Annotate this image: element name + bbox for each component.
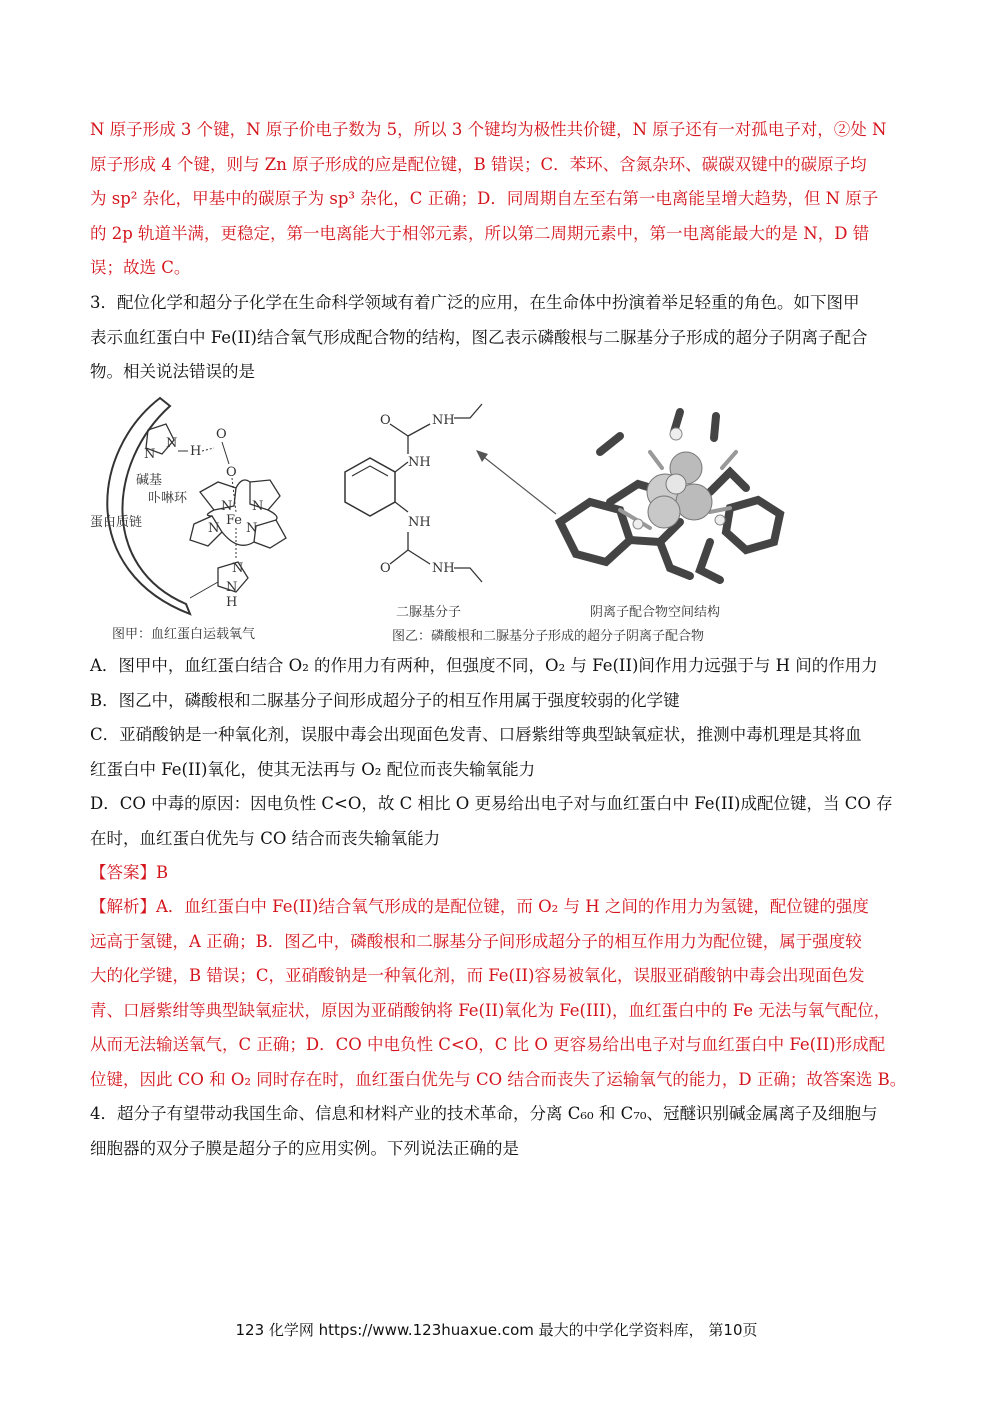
atom-label-nh: NH — [408, 455, 431, 470]
atom-label-n: N — [208, 521, 220, 536]
label-protein-chain: 蛋白质链 — [90, 515, 143, 530]
atom-label-o: O — [380, 561, 391, 576]
label-porphyrin-ring: 卟啉环 — [148, 491, 188, 506]
text-line: 细胞器的双分子膜是超分子的应用实例。下列说法正确的是 — [90, 1138, 519, 1158]
atom-label-nh: NH — [432, 561, 455, 576]
text-line: 大的化学键，B 错误；C，亚硝酸钠是一种氧化剂，而 Fe(II)容易被氧化，误服亚硝酸钠中毒会出现面色发 — [90, 966, 865, 985]
bond-line — [395, 502, 408, 512]
option-d-continued: 在时，血红蛋白优先与 CO 结合而丧失输氧能力 — [90, 828, 441, 848]
label-anion-complex: 阴离子配合物空间结构 — [590, 605, 721, 620]
figure-a-hemoglobin — [90, 398, 286, 642]
figure-b-caption: 图乙：磷酸根和二脲基分子形成的超分子阴离子配合物 — [392, 629, 705, 644]
question-4-stem — [90, 1097, 908, 1166]
anion-complex-3d-structure — [560, 412, 780, 620]
text-line: 的 2p 轨道半满，更稳定，第一电离能大于相邻元素，所以第二周期元素中，第一电离能最大的是 N，D 错 — [90, 223, 870, 243]
atom-label-n: N — [166, 436, 178, 451]
arrow — [476, 450, 556, 514]
text-line: 物。相关说法错误的是 — [90, 362, 255, 381]
bond-line — [408, 424, 430, 436]
ethyl-group — [454, 568, 482, 582]
option-a: A．图甲中，血红蛋白结合 O₂ 的作用力有两种，但强度不同，O₂ 与 Fe(II)间作用力远强于与 H 间的作用力 — [90, 656, 878, 675]
text-line: 原子形成 4 个键，则与 Zn 原子形成的应是配位键，B 错误；C．苯环、含氮杂环、碳碳双键中的碳原子均 — [90, 154, 867, 174]
text-line: 4．超分子有望带动我国生命、信息和材料产业的技术革命，分离 C₆₀ 和 C₇₀、冠醚识别碱金属离子及细胞与 — [90, 1104, 878, 1123]
atom-label-n: N — [144, 447, 156, 462]
text-line: 【解析】A．血红蛋白中 Fe(II)结合氧气形成的是配位键，而 O₂ 与 H 之间的作用力为氢键，配位键的强度 — [90, 897, 869, 916]
question-3-answer — [90, 856, 908, 891]
question-3-options — [90, 649, 908, 856]
atom-label-n: N — [246, 521, 258, 536]
figure-a-caption: 图甲：血红蛋白运载氧气 — [112, 627, 256, 642]
atom-label-h: H — [190, 444, 202, 459]
previous-explanation — [90, 113, 908, 286]
text-line: 青、口唇紫绀等典型缺氧症状，原因为亚硝酸钠将 Fe(II)氧化为 Fe(III)，血红蛋白中的 Fe 无法与氧气配位， — [90, 1000, 891, 1020]
benzene-ring — [345, 458, 395, 516]
atom-label-o: O — [216, 427, 227, 442]
atom-label-nh: NH — [432, 413, 455, 428]
bond-line — [190, 582, 218, 598]
label-diurea-molecule: 二脲基分子 — [396, 605, 462, 620]
answer-text: 【答案】B — [90, 863, 169, 882]
figure-b-diurea — [345, 404, 482, 620]
option-d: D．CO 中毒的原因：因电负性 C<O，故 C 相比 O 更易给出电子对与血红蛋白中 Fe(II)成配位键，当 CO 存 — [90, 794, 893, 813]
bond-line — [395, 462, 408, 472]
text-line: 为 sp² 杂化，甲基中的碳原子为 sp³ 杂化，C 正确；D．同周期自左至右第一电离能呈增大趋势，但 N 原子 — [90, 189, 879, 208]
option-c: C．亚硝酸钠是一种氧化剂，误服中毒会出现面色发青、口唇紫绀等典型缺氧症状，推测中毒机理是其将血 — [90, 725, 862, 744]
atom-label-n: N — [226, 580, 238, 595]
atom-label-n: N — [252, 499, 264, 514]
atom-label-o: O — [380, 413, 391, 428]
text-line: 远高于氢键，A 正确；B．图乙中，磷酸根和二脲基分子间形成超分子的相互作用力为配位键，属于强度较 — [90, 931, 862, 951]
hydrogen-bond — [202, 448, 214, 451]
text-line: 表示血红蛋白中 Fe(II)结合氧气形成配合物的结构，图乙表示磷酸根与二脲基分子形成的超分子阴离子配合 — [90, 327, 868, 347]
atom-label-fe: Fe — [226, 513, 243, 528]
ethyl-group — [454, 404, 482, 418]
question-3-stem — [90, 286, 908, 390]
option-c-continued: 红蛋白中 Fe(II)氧化，使其无法再与 O₂ 配位而丧失输氧能力 — [90, 759, 536, 779]
atom-label-nh: NH — [408, 515, 431, 530]
option-b: B．图乙中，磷酸根和二脲基分子间形成超分子的相互作用属于强度较弱的化学键 — [90, 690, 680, 710]
bond-line — [408, 550, 430, 564]
bond-line — [390, 424, 408, 436]
label-alkali-base: 碱基 — [136, 473, 163, 488]
text-line: 误；故选 C。 — [90, 258, 191, 277]
question-3-explanation — [90, 890, 908, 1097]
atom-label-o: O — [226, 465, 237, 480]
page-footer: 123 化学网 https://www.123huaxue.com 最大的中学化学资料库， 第10页 — [235, 1321, 758, 1339]
text-line: N 原子形成 3 个键，N 原子价电子数为 5，所以 3 个键均为极性共价键，N 原子还有一对孤电子对，②处 N — [90, 120, 887, 139]
text-line: 3．配位化学和超分子化学在生命科学领域有着广泛的应用，在生命体中扮演着举足轻重的角色。如下图甲 — [90, 293, 860, 312]
bond-line — [352, 466, 388, 476]
text-line: 位键，因此 CO 和 O₂ 同时存在时，血红蛋白优先与 CO 结合而丧失了运输氧气的能力，D 正确；故答案选 B。 — [90, 1069, 907, 1089]
atom-label-h: H — [226, 595, 238, 610]
atom-label-n: N — [232, 561, 244, 576]
bond-line — [390, 550, 408, 564]
question-3-figure — [90, 392, 910, 650]
atom-label-n: N — [221, 499, 233, 514]
bond-line — [222, 442, 229, 464]
text-line: 从而无法输送氧气，C 正确；D．CO 中电负性 C<O，C 比 O 更容易给出电子对与血红蛋白中 Fe(II)形成配 — [90, 1035, 886, 1054]
